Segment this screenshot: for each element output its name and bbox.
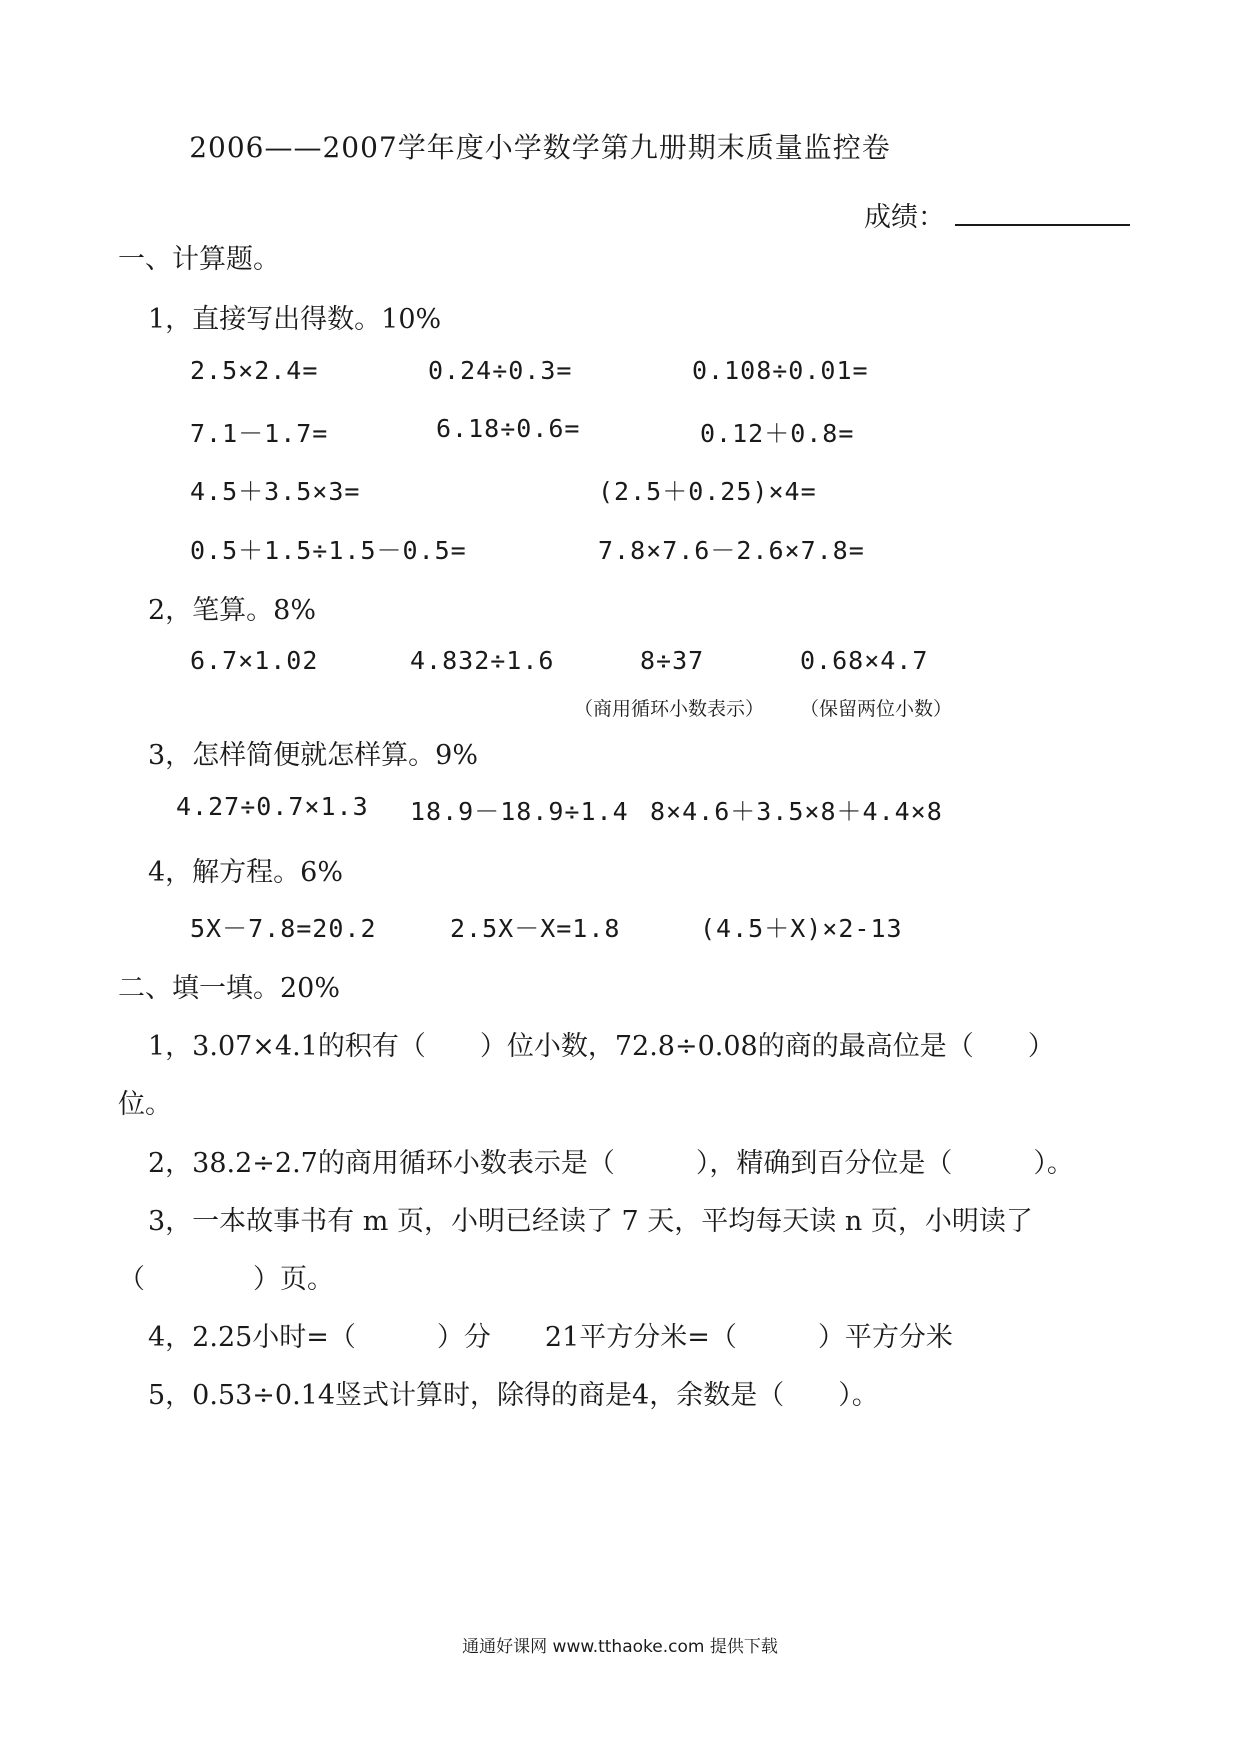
q1-item: (2.5＋0.25)×4= [598, 477, 817, 506]
q1-item: 0.24÷0.3= [428, 356, 573, 385]
q3-item: 4.27÷0.7×1.3 [176, 792, 369, 821]
q1-item: 0.5＋1.5÷1.5－0.5= [190, 536, 467, 565]
footer-credit: 通通好课网 www.tthaoke.com 提供下载 [462, 1637, 778, 1657]
q1-item: 4.5＋3.5×3= [190, 477, 361, 506]
q2-note: （保留两位小数） [800, 698, 953, 720]
q3-item: 18.9－18.9÷1.4 [410, 797, 629, 826]
fill-question-3-cont: （ ）页。 [118, 1264, 334, 1295]
q2-note: （商用循环小数表示） [574, 698, 765, 720]
q1-item: 6.18÷0.6= [436, 414, 581, 443]
q4-item: (4.5＋X)×2-13 [700, 914, 903, 943]
q4-item: 2.5X－X=1.8 [450, 914, 621, 943]
q3-item: 8×4.6＋3.5×8＋4.4×8 [650, 797, 943, 826]
q2-item: 6.7×1.02 [190, 646, 319, 675]
score-blank-line [955, 199, 1130, 226]
q1-label: 1，直接写出得数。10% [148, 304, 442, 335]
q2-label: 2，笔算。8% [148, 595, 317, 626]
q2-item: 8÷37 [640, 646, 705, 675]
section-2-heading: 二、填一填。20% [118, 973, 341, 1004]
q1-item: 7.8×7.6－2.6×7.8= [598, 536, 865, 565]
fill-question-3: 3，一本故事书有 m 页，小明已经读了 7 天，平均每天读 n 页，小明读了 [148, 1206, 1033, 1237]
q3-label: 3，怎样简便就怎样算。9% [148, 740, 479, 771]
fill-question-1: 1，3.07×4.1的积有（ ）位小数，72.8÷0.08的商的最高位是（ ） [148, 1031, 1055, 1062]
fill-question-4: 4，2.25小时=（ ）分 21平方分米=（ ）平方分米 [148, 1322, 953, 1353]
q4-item: 5X－7.8=20.2 [190, 914, 377, 943]
q1-item: 7.1－1.7= [190, 419, 329, 448]
q4-label: 4，解方程。6% [148, 857, 344, 888]
score-label: 成绩： [864, 202, 945, 233]
q1-item: 2.5×2.4= [190, 356, 319, 385]
q1-item: 0.108÷0.01= [692, 356, 869, 385]
page-title: 2006——2007学年度小学数学第九册期末质量监控卷 [189, 131, 891, 164]
score-field [864, 195, 1130, 234]
q2-item: 4.832÷1.6 [410, 646, 555, 675]
fill-question-1-cont: 位。 [118, 1089, 172, 1120]
section-1-heading: 一、计算题。 [118, 244, 280, 275]
fill-question-2: 2，38.2÷2.7的商用循环小数表示是（ ），精确到百分位是（ ）。 [148, 1148, 1074, 1179]
fill-question-5: 5，0.53÷0.14竖式计算时，除得的商是4，余数是（ ）。 [148, 1380, 879, 1411]
q1-item: 0.12＋0.8= [700, 419, 855, 448]
q2-item: 0.68×4.7 [800, 646, 929, 675]
